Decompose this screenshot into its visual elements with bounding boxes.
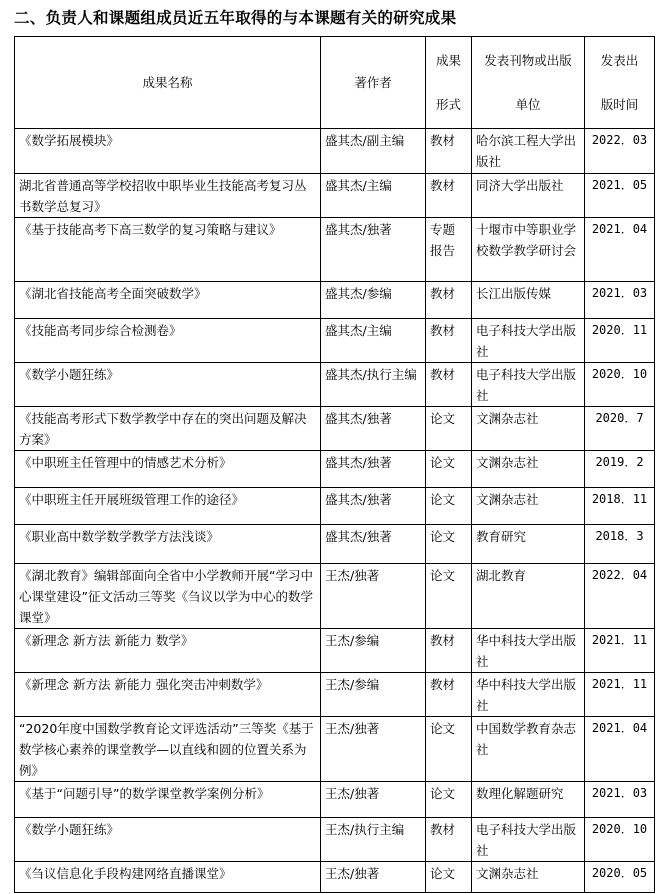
result-author: 盛其杰/独著 (321, 525, 426, 564)
result-name: 《基于技能高考下高三数学的复习策略与建议》 (15, 218, 321, 282)
result-date: 2020．05 (585, 862, 655, 893)
result-publisher: 同济大学出版社 (472, 174, 585, 218)
result-name: 《基于“问题引导”的数学课堂教学案例分析》 (15, 782, 321, 818)
result-form: 论文 (426, 525, 472, 564)
result-name: 《中职班主任开展班级管理工作的途径》 (15, 488, 321, 525)
result-author: 盛其杰/副主编 (321, 129, 426, 174)
result-date: 2021．11 (585, 673, 655, 717)
table-row (15, 218, 655, 282)
result-form: 教材 (426, 174, 472, 218)
result-form: 论文 (426, 451, 472, 488)
result-form: 教材 (426, 818, 472, 862)
table-row (15, 717, 655, 782)
result-date: 2021．04 (585, 717, 655, 782)
result-date: 2018．3 (585, 525, 655, 564)
result-form: 教材 (426, 129, 472, 174)
table-row (15, 363, 655, 407)
result-author: 王杰/执行主编 (321, 818, 426, 862)
result-publisher: 文渊杂志社 (472, 407, 585, 451)
result-form: 教材 (426, 673, 472, 717)
result-form: 论文 (426, 488, 472, 525)
result-name: 《刍议信息化手段构建网络直播课堂》 (15, 862, 321, 893)
result-publisher: 长江出版传媒 (472, 282, 585, 319)
result-form: 教材 (426, 319, 472, 363)
result-name: 湖北省普通高等学校招收中职毕业生技能高考复习丛书数学总复习》 (15, 174, 321, 218)
result-form: 论文 (426, 407, 472, 451)
result-author: 王杰/独著 (321, 782, 426, 818)
table-row (15, 174, 655, 218)
result-publisher: 电子科技大学出版社 (472, 319, 585, 363)
header-name: 成果名称 (15, 37, 321, 129)
result-publisher: 华中科技大学出版社 (472, 629, 585, 673)
result-date: 2021．05 (585, 174, 655, 218)
result-author: 盛其杰/主编 (321, 319, 426, 363)
result-name: 《数学小题狂练》 (15, 818, 321, 862)
table-row (15, 451, 655, 488)
table-row (15, 564, 655, 629)
result-publisher: 教育研究 (472, 525, 585, 564)
result-form: 论文 (426, 782, 472, 818)
result-author: 王杰/独著 (321, 717, 426, 782)
result-name: 《技能高考同步综合检测卷》 (15, 319, 321, 363)
result-form: 论文 (426, 564, 472, 629)
result-date: 2019．2 (585, 451, 655, 488)
result-name: 《数学拓展模块》 (15, 129, 321, 174)
result-author: 王杰/参编 (321, 629, 426, 673)
table-row (15, 629, 655, 673)
result-publisher: 中国数学教育杂志社 (472, 717, 585, 782)
result-date: 2020．7 (585, 407, 655, 451)
result-author: 盛其杰/独著 (321, 488, 426, 525)
table-row (15, 282, 655, 319)
result-form: 论文 (426, 717, 472, 782)
result-form: 教材 (426, 629, 472, 673)
result-name: 《中职班主任管理中的情感艺术分析》 (15, 451, 321, 488)
result-publisher: 电子科技大学出版社 (472, 818, 585, 862)
result-publisher: 华中科技大学出版社 (472, 673, 585, 717)
result-publisher: 文渊杂志社 (472, 862, 585, 893)
result-name: 《数学小题狂练》 (15, 363, 321, 407)
header-author: 著作者 (321, 37, 426, 129)
result-form: 教材 (426, 363, 472, 407)
result-name: 《职业高中数学数学教学方法浅谈》 (15, 525, 321, 564)
table-row (15, 525, 655, 564)
result-date: 2021．11 (585, 629, 655, 673)
result-name: 《技能高考形式下数学教学中存在的突出问题及解决方案》 (15, 407, 321, 451)
table-row (15, 782, 655, 818)
result-author: 盛其杰/独著 (321, 451, 426, 488)
result-date: 2020．11 (585, 319, 655, 363)
section-title: 二、负责人和课题组成员近五年取得的与本课题有关的研究成果 (14, 8, 457, 27)
result-publisher: 十堰市中等职业学校数学教学研讨会 (472, 218, 585, 282)
result-publisher: 电子科技大学出版社 (472, 363, 585, 407)
result-publisher: 湖北教育 (472, 564, 585, 629)
result-publisher: 数理化解题研究 (472, 782, 585, 818)
table-row (15, 488, 655, 525)
result-date: 2020．10 (585, 363, 655, 407)
header-publisher: 发表刊物或出版 单位 (472, 37, 585, 129)
result-publisher: 文渊杂志社 (472, 488, 585, 525)
table-row (15, 673, 655, 717)
result-form: 论文 (426, 862, 472, 893)
result-name: 《湖北省技能高考全面突破数学》 (15, 282, 321, 319)
table-row (15, 407, 655, 451)
result-form: 教材 (426, 282, 472, 319)
result-author: 王杰/独著 (321, 862, 426, 893)
result-name: 《新理念 新方法 新能力 数学》 (15, 629, 321, 673)
table-row (15, 129, 655, 174)
header-form: 成果 形式 (426, 37, 472, 129)
table-row (15, 319, 655, 363)
result-author: 王杰/参编 (321, 673, 426, 717)
result-author: 王杰/独著 (321, 564, 426, 629)
result-name: 《湖北教育》编辑部面向全省中小学教师开展“学习中心课堂建设”征文活动三等奖《刍议以学为中心的数学课堂》 (15, 564, 321, 629)
result-date: 2021．04 (585, 218, 655, 282)
result-date: 2022．03 (585, 129, 655, 174)
result-author: 盛其杰/独著 (321, 407, 426, 451)
result-date: 2020．10 (585, 818, 655, 862)
table-row (15, 862, 655, 893)
result-publisher: 文渊杂志社 (472, 451, 585, 488)
header-date: 发表出 版时间 (585, 37, 655, 129)
result-date: 2018．11 (585, 488, 655, 525)
result-date: 2021．03 (585, 782, 655, 818)
result-publisher: 哈尔滨工程大学出版社 (472, 129, 585, 174)
result-author: 盛其杰/独著 (321, 218, 426, 282)
result-date: 2022．04 (585, 564, 655, 629)
result-name: “2020年度中国数学教育论文评选活动”三等奖《基于数学核心素养的课堂教学—以直线和圆的位置关系为例》 (15, 717, 321, 782)
table-row (15, 818, 655, 862)
result-author: 盛其杰/执行主编 (321, 363, 426, 407)
table-header-row (15, 37, 655, 129)
result-name: 《新理念 新方法 新能力 强化突击冲刺数学》 (15, 673, 321, 717)
result-form: 专题报告 (426, 218, 472, 282)
result-author: 盛其杰/参编 (321, 282, 426, 319)
result-date: 2021．03 (585, 282, 655, 319)
result-author: 盛其杰/主编 (321, 174, 426, 218)
research-results-table (14, 36, 655, 893)
